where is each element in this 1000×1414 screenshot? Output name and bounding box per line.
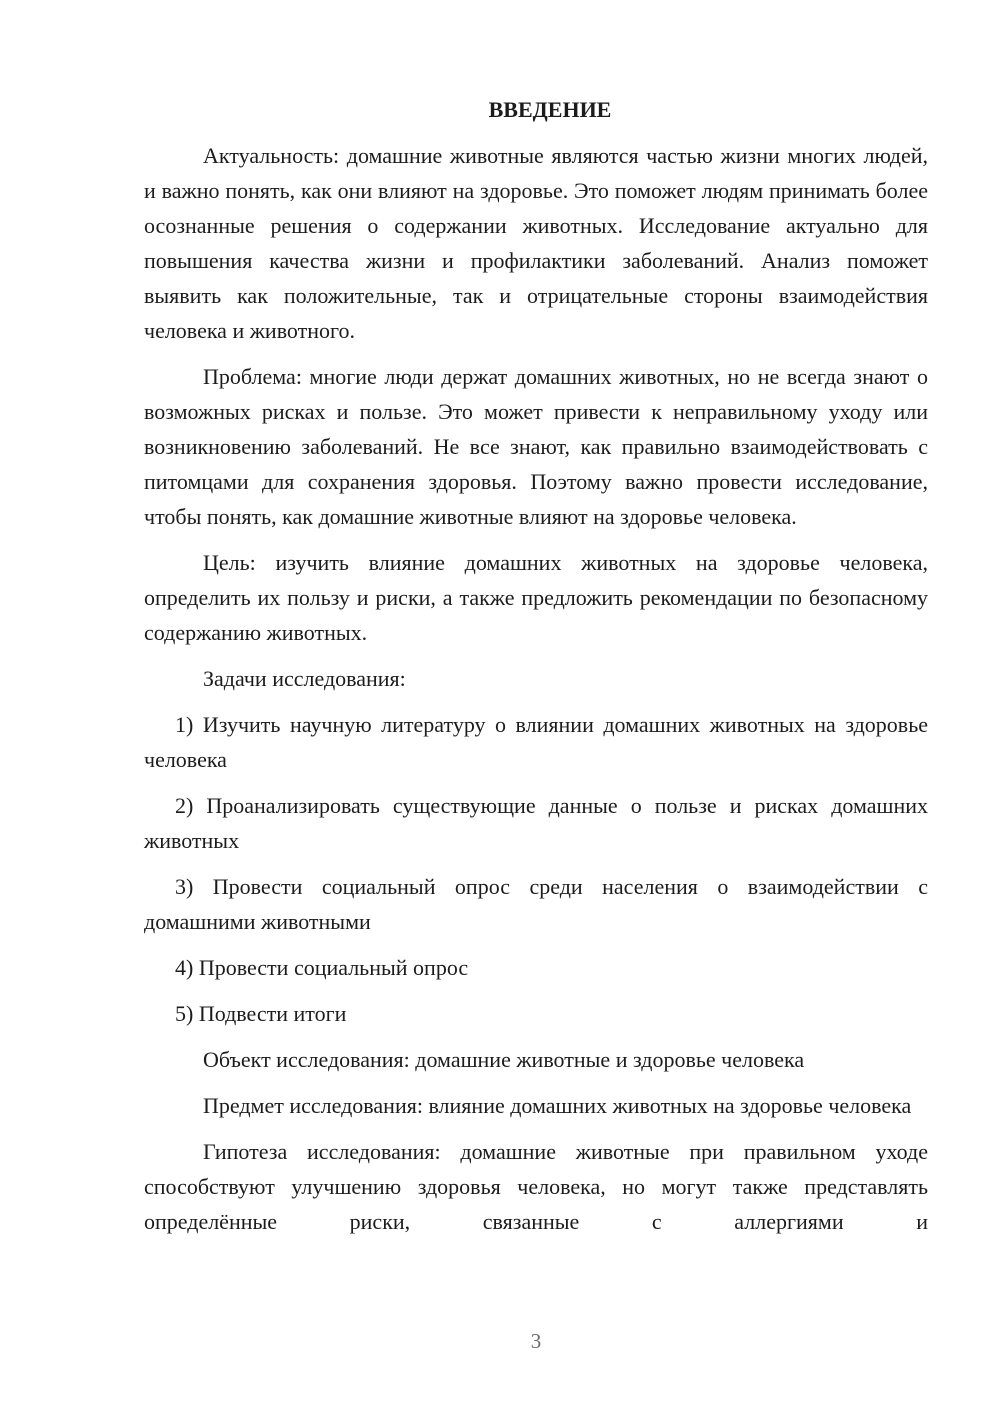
page-number: 3 [530,1329,542,1353]
goal-paragraph: Цель: изучить влияние домашних животных на здоровье человека, определить их пользу и риски, а также предложить рекомендации по безопасному содержанию животных. [144,550,928,645]
document-page [144,92,928,1250]
task-item-3: 3) Провести социальный опрос среди населения о взаимодействии с домашними животными [144,874,928,934]
research-object-paragraph: Объект исследования: домашние животные и здоровье человека [203,1047,805,1072]
task-item-1: 1) Изучить научную литературу о влиянии домашних животных на здоровье человека [144,712,928,772]
problem-paragraph: Проблема: многие люди держат домашних животных, но не всегда знают о возможных рисках и пользе. Это может привести к неправильному уходу или возникновению заболеваний. Не все знают, как правильно взаимодействовать с питомцами для сохранения здоровья. Поэтому важно провести исследование, чтобы понять, как домашние животные влияют на здоровье человека. [144,364,928,529]
task-item-2: 2) Проанализировать существующие данные о пользе и рисках домашних животных [144,793,928,853]
page-title: ВВЕДЕНИЕ [488,97,612,122]
hypothesis-paragraph: Гипотеза исследования: домашние животные при правильном уходе способствуют улучшению здоровья человека, но могут также представлять определённые риски, связанные с аллергиями и [144,1139,928,1234]
research-subject-paragraph: Предмет исследования: влияние домашних животных на здоровье человека [203,1093,912,1118]
tasks-heading: Задачи исследования: [203,666,406,691]
task-item-5: 5) Подвести итоги [175,1001,347,1026]
relevance-paragraph: Актуальность: домашние животные являются частью жизни многих людей, и важно понять, как они влияют на здоровье. Это поможет людям принимать более осознанные решения о содержании животных. Исследование актуально для повышения качества жизни и профилактики заболеваний. Анализ поможет выявить как положительные, так и отрицательные стороны взаимодействия человека и животного. [144,143,928,343]
task-item-4: 4) Провести социальный опрос [175,955,469,980]
